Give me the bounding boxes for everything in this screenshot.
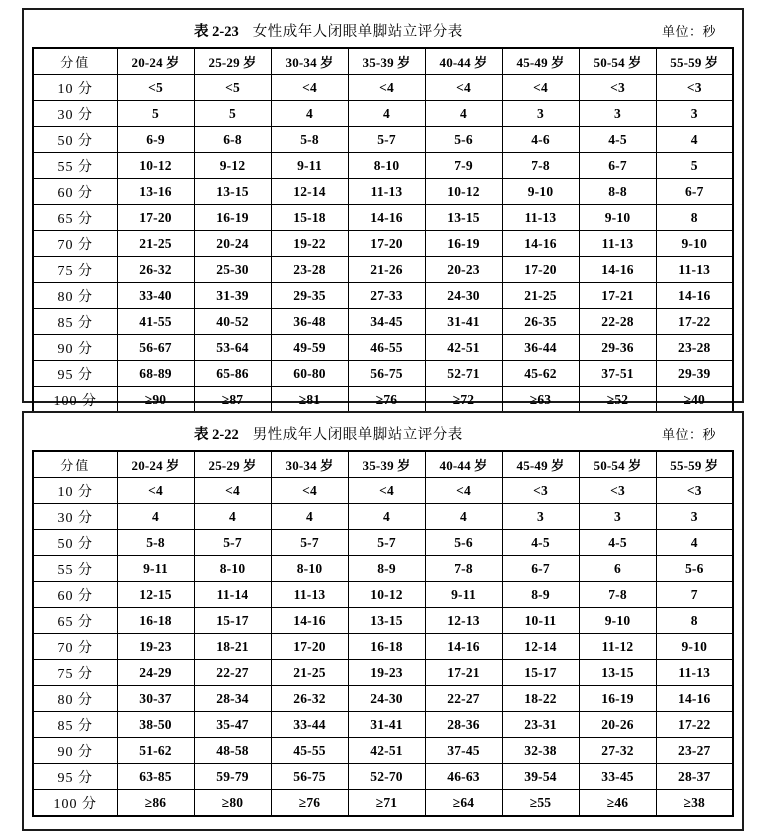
data-cell: <3 [656, 478, 733, 504]
data-cell: 22-27 [194, 660, 271, 686]
data-cell: 31-41 [348, 712, 425, 738]
data-cell: 52-71 [425, 361, 502, 387]
table-row [33, 790, 733, 817]
data-cell: 21-25 [117, 231, 194, 257]
data-cell: 4 [271, 101, 348, 127]
row-label-score: 85 分 [33, 712, 117, 738]
data-cell: 31-39 [194, 283, 271, 309]
data-cell: 4-5 [579, 530, 656, 556]
header-cell-age-group: 40-44 岁 [425, 451, 502, 478]
data-cell: 17-20 [502, 257, 579, 283]
data-cell: 5 [194, 101, 271, 127]
row-label-score: 55 分 [33, 153, 117, 179]
header-cell-age-group: 55-59 岁 [656, 48, 733, 75]
data-cell: 40-52 [194, 309, 271, 335]
data-cell: 33-45 [579, 764, 656, 790]
data-cell: 42-51 [348, 738, 425, 764]
data-cell: 27-33 [348, 283, 425, 309]
data-cell: 38-50 [117, 712, 194, 738]
data-cell: ≥52 [579, 387, 656, 414]
data-cell: 21-26 [348, 257, 425, 283]
table-row [33, 764, 733, 790]
data-cell: 63-85 [117, 764, 194, 790]
data-cell: 48-58 [194, 738, 271, 764]
data-cell: 5-6 [425, 530, 502, 556]
table-number-label: 表 2-22 [194, 427, 239, 443]
data-cell: 23-28 [656, 335, 733, 361]
data-cell: 20-23 [425, 257, 502, 283]
header-cell-age-group: 30-34 岁 [271, 48, 348, 75]
table-row [33, 387, 733, 414]
header-cell-age-group: 40-44 岁 [425, 48, 502, 75]
data-cell: 22-27 [425, 686, 502, 712]
data-cell: 12-14 [502, 634, 579, 660]
data-cell: 25-30 [194, 257, 271, 283]
row-label-score: 95 分 [33, 361, 117, 387]
data-cell: <4 [117, 478, 194, 504]
data-cell: 4 [656, 127, 733, 153]
data-cell: 31-41 [425, 309, 502, 335]
data-cell: 23-31 [502, 712, 579, 738]
data-cell: 29-39 [656, 361, 733, 387]
data-cell: 4 [656, 530, 733, 556]
table-row [33, 478, 733, 504]
row-label-score: 30 分 [33, 101, 117, 127]
data-cell: 45-62 [502, 361, 579, 387]
data-cell: 9-10 [579, 205, 656, 231]
table-row [33, 712, 733, 738]
data-cell: 42-51 [425, 335, 502, 361]
row-label-score: 50 分 [33, 127, 117, 153]
data-cell: 14-16 [656, 283, 733, 309]
data-cell: 39-54 [502, 764, 579, 790]
data-cell: 19-23 [348, 660, 425, 686]
data-cell: 9-11 [117, 556, 194, 582]
data-cell: 56-75 [348, 361, 425, 387]
data-cell: 28-36 [425, 712, 502, 738]
scoring-table-female [32, 47, 734, 414]
data-cell: ≥81 [271, 387, 348, 414]
data-cell: 4 [425, 504, 502, 530]
data-cell: 8-9 [502, 582, 579, 608]
table-row [33, 257, 733, 283]
data-cell: 34-45 [348, 309, 425, 335]
header-cell-age-group: 25-29 岁 [194, 48, 271, 75]
table-row [33, 335, 733, 361]
data-cell: 10-11 [502, 608, 579, 634]
table-row [33, 556, 733, 582]
data-cell: 11-13 [348, 179, 425, 205]
data-cell: 33-44 [271, 712, 348, 738]
data-cell: 13-16 [117, 179, 194, 205]
data-cell: 41-55 [117, 309, 194, 335]
data-cell: 56-75 [271, 764, 348, 790]
row-label-score: 70 分 [33, 634, 117, 660]
table-caption-female [24, 10, 742, 47]
data-cell: 19-22 [271, 231, 348, 257]
data-cell: ≥64 [425, 790, 502, 817]
data-cell: 5-6 [656, 556, 733, 582]
data-cell: 13-15 [579, 660, 656, 686]
data-cell: 12-14 [271, 179, 348, 205]
row-label-score: 70 分 [33, 231, 117, 257]
table-row [33, 101, 733, 127]
table-caption-male [24, 413, 742, 450]
table-row [33, 205, 733, 231]
data-cell: 18-22 [502, 686, 579, 712]
data-cell: 6-7 [502, 556, 579, 582]
row-label-score: 100 分 [33, 790, 117, 817]
data-cell: 6-8 [194, 127, 271, 153]
row-label-score: 60 分 [33, 582, 117, 608]
data-cell: 14-16 [579, 257, 656, 283]
data-cell: 7-8 [579, 582, 656, 608]
data-cell: 4-5 [502, 530, 579, 556]
header-cell-age-group: 50-54 岁 [579, 451, 656, 478]
data-cell: 5 [656, 153, 733, 179]
data-cell: ≥76 [271, 790, 348, 817]
data-cell: <3 [656, 75, 733, 101]
data-cell: 24-29 [117, 660, 194, 686]
data-cell: 51-62 [117, 738, 194, 764]
header-cell-score: 分值 [33, 48, 117, 75]
table-header-row [33, 451, 733, 478]
data-cell: 15-17 [194, 608, 271, 634]
data-cell: ≥40 [656, 387, 733, 414]
data-cell: 24-30 [348, 686, 425, 712]
data-cell: ≥63 [502, 387, 579, 414]
data-cell: <4 [502, 75, 579, 101]
data-cell: 3 [656, 101, 733, 127]
data-cell: 14-16 [425, 634, 502, 660]
data-cell: <4 [348, 75, 425, 101]
table-row [33, 127, 733, 153]
row-label-score: 50 分 [33, 530, 117, 556]
data-cell: 65-86 [194, 361, 271, 387]
table-row [33, 504, 733, 530]
data-cell: 8-10 [194, 556, 271, 582]
data-cell: 13-15 [425, 205, 502, 231]
data-cell: 17-22 [656, 309, 733, 335]
data-cell: 24-30 [425, 283, 502, 309]
table-row [33, 309, 733, 335]
data-cell: <5 [117, 75, 194, 101]
data-cell: 14-16 [271, 608, 348, 634]
table-number-label: 表 2-23 [194, 24, 239, 40]
data-cell: 3 [502, 504, 579, 530]
header-cell-age-group: 55-59 岁 [656, 451, 733, 478]
table-row [33, 660, 733, 686]
data-cell: 9-11 [271, 153, 348, 179]
table-row [33, 179, 733, 205]
data-cell: ≥38 [656, 790, 733, 817]
data-cell: 17-21 [425, 660, 502, 686]
table-row [33, 686, 733, 712]
table-row [33, 530, 733, 556]
header-cell-age-group: 45-49 岁 [502, 451, 579, 478]
data-cell: 32-38 [502, 738, 579, 764]
data-cell: 3 [579, 504, 656, 530]
data-cell: 20-24 [194, 231, 271, 257]
data-cell: 16-18 [117, 608, 194, 634]
data-cell: <4 [271, 478, 348, 504]
data-cell: 17-20 [271, 634, 348, 660]
data-cell: 45-55 [271, 738, 348, 764]
data-cell: 7-8 [502, 153, 579, 179]
data-cell: 10-12 [117, 153, 194, 179]
data-cell: 15-17 [502, 660, 579, 686]
data-cell: 5-7 [348, 127, 425, 153]
row-label-score: 10 分 [33, 75, 117, 101]
data-cell: 11-14 [194, 582, 271, 608]
data-cell: 17-22 [656, 712, 733, 738]
header-cell-age-group: 35-39 岁 [348, 48, 425, 75]
table-row [33, 582, 733, 608]
data-cell: ≥46 [579, 790, 656, 817]
header-cell-age-group: 50-54 岁 [579, 48, 656, 75]
data-cell: ≥87 [194, 387, 271, 414]
data-cell: 28-34 [194, 686, 271, 712]
data-cell: <4 [271, 75, 348, 101]
table-row [33, 231, 733, 257]
data-cell: 46-55 [348, 335, 425, 361]
data-cell: 6-7 [579, 153, 656, 179]
data-cell: 7 [656, 582, 733, 608]
header-cell-age-group: 45-49 岁 [502, 48, 579, 75]
row-label-score: 85 分 [33, 309, 117, 335]
data-cell: 4 [425, 101, 502, 127]
row-label-score: 10 分 [33, 478, 117, 504]
data-cell: 37-45 [425, 738, 502, 764]
data-cell: <5 [194, 75, 271, 101]
row-label-score: 100 分 [33, 387, 117, 414]
data-cell: ≥90 [117, 387, 194, 414]
data-cell: 4-6 [502, 127, 579, 153]
data-cell: 8-9 [348, 556, 425, 582]
data-cell: <4 [425, 478, 502, 504]
data-cell: 11-13 [579, 231, 656, 257]
data-cell: ≥76 [348, 387, 425, 414]
data-cell: 8-10 [348, 153, 425, 179]
data-cell: 17-20 [117, 205, 194, 231]
data-cell: 16-19 [579, 686, 656, 712]
row-label-score: 95 分 [33, 764, 117, 790]
table-unit-label: 单位：秒 [661, 427, 716, 442]
table-row [33, 738, 733, 764]
data-cell: 4 [348, 504, 425, 530]
data-cell: 68-89 [117, 361, 194, 387]
data-cell: 15-18 [271, 205, 348, 231]
data-cell: 5-7 [194, 530, 271, 556]
table-panel-male [22, 411, 744, 831]
data-cell: 29-35 [271, 283, 348, 309]
data-cell: 26-35 [502, 309, 579, 335]
data-cell: <3 [579, 478, 656, 504]
row-label-score: 75 分 [33, 660, 117, 686]
data-cell: 49-59 [271, 335, 348, 361]
data-cell: 9-10 [656, 231, 733, 257]
table-row [33, 75, 733, 101]
header-cell-score: 分值 [33, 451, 117, 478]
data-cell: <3 [579, 75, 656, 101]
data-cell: 21-25 [271, 660, 348, 686]
data-cell: 9-10 [579, 608, 656, 634]
data-cell: 46-63 [425, 764, 502, 790]
row-label-score: 55 分 [33, 556, 117, 582]
data-cell: 37-51 [579, 361, 656, 387]
data-cell: 5-6 [425, 127, 502, 153]
data-cell: 10-12 [425, 179, 502, 205]
data-cell: 8-8 [579, 179, 656, 205]
data-cell: 5-8 [271, 127, 348, 153]
data-cell: 18-21 [194, 634, 271, 660]
data-cell: 5-8 [117, 530, 194, 556]
data-cell: 23-27 [656, 738, 733, 764]
data-cell: 5-7 [348, 530, 425, 556]
data-cell: 7-8 [425, 556, 502, 582]
data-cell: 52-70 [348, 764, 425, 790]
data-cell: 23-28 [271, 257, 348, 283]
data-cell: <4 [425, 75, 502, 101]
data-cell: 16-18 [348, 634, 425, 660]
data-cell: 4-5 [579, 127, 656, 153]
data-cell: 20-26 [579, 712, 656, 738]
data-cell: 30-37 [117, 686, 194, 712]
row-label-score: 80 分 [33, 686, 117, 712]
data-cell: ≥71 [348, 790, 425, 817]
data-cell: 60-80 [271, 361, 348, 387]
data-cell: 9-10 [656, 634, 733, 660]
data-cell: ≥55 [502, 790, 579, 817]
table-unit-label: 单位：秒 [661, 24, 716, 39]
data-cell: 26-32 [117, 257, 194, 283]
data-cell: 14-16 [502, 231, 579, 257]
row-label-score: 65 分 [33, 608, 117, 634]
data-cell: 9-12 [194, 153, 271, 179]
table-row [33, 283, 733, 309]
data-cell: 5 [117, 101, 194, 127]
table-panel-female [22, 8, 744, 409]
row-label-score: 90 分 [33, 738, 117, 764]
data-cell: 16-19 [194, 205, 271, 231]
data-cell: 53-64 [194, 335, 271, 361]
data-cell: 5-7 [271, 530, 348, 556]
data-cell: 22-28 [579, 309, 656, 335]
data-cell: 8 [656, 205, 733, 231]
data-cell: 11-13 [656, 257, 733, 283]
data-cell: 17-21 [579, 283, 656, 309]
data-cell: 14-16 [656, 686, 733, 712]
row-label-score: 65 分 [33, 205, 117, 231]
row-label-score: 30 分 [33, 504, 117, 530]
data-cell: ≥72 [425, 387, 502, 414]
data-cell: 8 [656, 608, 733, 634]
data-cell: 16-19 [425, 231, 502, 257]
data-cell: 28-37 [656, 764, 733, 790]
scoring-table-male [32, 450, 734, 817]
row-label-score: 90 分 [33, 335, 117, 361]
data-cell: 6-7 [656, 179, 733, 205]
data-cell: ≥86 [117, 790, 194, 817]
data-cell: 17-20 [348, 231, 425, 257]
header-cell-age-group: 20-24 岁 [117, 451, 194, 478]
data-cell: 13-15 [194, 179, 271, 205]
table-title-label: 男性成年人闭眼单脚站立评分表 [252, 427, 463, 443]
data-cell: 11-13 [271, 582, 348, 608]
table-row [33, 361, 733, 387]
data-cell: 26-32 [271, 686, 348, 712]
data-cell: 4 [194, 504, 271, 530]
table-title-label: 女性成年人闭眼单脚站立评分表 [252, 24, 463, 40]
table-row [33, 153, 733, 179]
data-cell: 33-40 [117, 283, 194, 309]
row-label-score: 60 分 [33, 179, 117, 205]
data-cell: 12-13 [425, 608, 502, 634]
data-cell: 4 [117, 504, 194, 530]
data-cell: 11-13 [502, 205, 579, 231]
data-cell: 11-12 [579, 634, 656, 660]
data-cell: 14-16 [348, 205, 425, 231]
data-cell: 7-9 [425, 153, 502, 179]
data-cell: 11-13 [656, 660, 733, 686]
data-cell: 4 [348, 101, 425, 127]
data-cell: 36-44 [502, 335, 579, 361]
data-cell: 19-23 [117, 634, 194, 660]
data-cell: 29-36 [579, 335, 656, 361]
data-cell: 13-15 [348, 608, 425, 634]
data-cell: 56-67 [117, 335, 194, 361]
table-header-row [33, 48, 733, 75]
data-cell: 10-12 [348, 582, 425, 608]
table-body-male [33, 451, 733, 816]
table-row [33, 634, 733, 660]
data-cell: <3 [502, 478, 579, 504]
data-cell: 9-10 [502, 179, 579, 205]
data-cell: 12-15 [117, 582, 194, 608]
header-cell-age-group: 30-34 岁 [271, 451, 348, 478]
table-body-female [33, 48, 733, 413]
data-cell: 35-47 [194, 712, 271, 738]
data-cell: 36-48 [271, 309, 348, 335]
header-cell-age-group: 20-24 岁 [117, 48, 194, 75]
header-cell-age-group: 25-29 岁 [194, 451, 271, 478]
data-cell: ≥80 [194, 790, 271, 817]
data-cell: 4 [271, 504, 348, 530]
table-row [33, 608, 733, 634]
data-cell: 27-32 [579, 738, 656, 764]
row-label-score: 75 分 [33, 257, 117, 283]
data-cell: 21-25 [502, 283, 579, 309]
data-cell: 8-10 [271, 556, 348, 582]
data-cell: <4 [348, 478, 425, 504]
data-cell: 59-79 [194, 764, 271, 790]
data-cell: 3 [656, 504, 733, 530]
data-cell: 3 [502, 101, 579, 127]
data-cell: <4 [194, 478, 271, 504]
data-cell: 9-11 [425, 582, 502, 608]
data-cell: 3 [579, 101, 656, 127]
data-cell: 6-9 [117, 127, 194, 153]
data-cell: 6 [579, 556, 656, 582]
header-cell-age-group: 35-39 岁 [348, 451, 425, 478]
row-label-score: 80 分 [33, 283, 117, 309]
